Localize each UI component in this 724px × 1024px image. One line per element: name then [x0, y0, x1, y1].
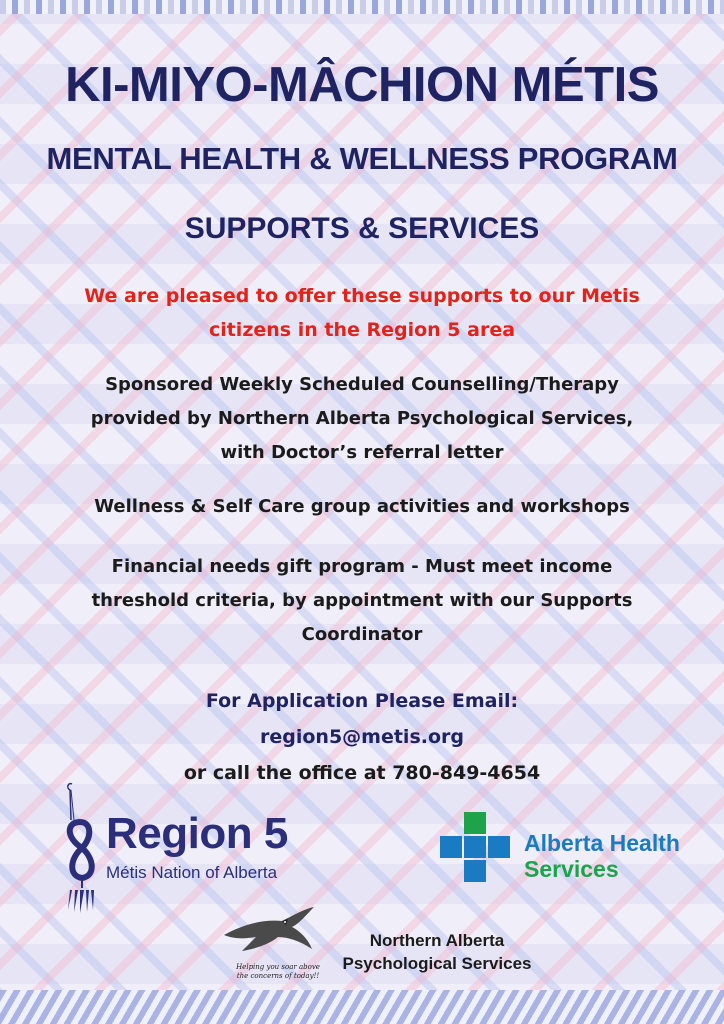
service-line: Financial needs gift program - Must meet income: [111, 556, 613, 577]
application-heading: For Application Please Email:: [205, 690, 519, 712]
region5-logo: [58, 780, 318, 915]
email-address[interactable]: region5@metis.org: [260, 726, 464, 748]
service-line: Sponsored Weekly Scheduled Counselling/Therapy: [105, 374, 619, 395]
eagle-icon: [222, 905, 318, 965]
ahs-name-line1: Alberta Health: [524, 830, 680, 856]
intro-text: [0, 279, 724, 347]
section-heading: SUPPORTS & SERVICES: [184, 212, 540, 245]
intro-line: We are pleased to offer these supports to our Metis: [84, 285, 640, 307]
service-line: with Doctor’s referral letter: [220, 442, 504, 463]
service-line: provided by Northern Alberta Psychological Services,: [90, 408, 634, 429]
naps-tagline-line: Helping you soar above: [236, 963, 320, 971]
poster-title: KI-MIYO-MÂCHION MÉTIS: [65, 58, 659, 112]
service-line: Coordinator: [301, 624, 423, 645]
naps-name-line: Psychological Services: [342, 954, 532, 973]
email-link: [0, 719, 724, 755]
ahs-cross-icon: [440, 812, 512, 882]
naps-logo: [218, 905, 558, 990]
region5-subtitle: Métis Nation of Alberta: [106, 863, 278, 882]
service-wellness: [0, 490, 724, 524]
infinity-fiddle-feather-icon: [58, 780, 110, 915]
naps-name-line: Northern Alberta: [369, 931, 505, 950]
intro-line: citizens in the Region 5 area: [208, 319, 516, 341]
ahs-logo: [440, 812, 700, 882]
phone-line: or call the office at 780-849-4654: [183, 762, 541, 784]
region5-name: Region 5: [106, 809, 288, 858]
ahs-name-line2: Services: [524, 856, 619, 882]
naps-tagline-line: the concerns of today!!: [236, 972, 320, 980]
service-financial: [0, 550, 724, 652]
service-line: Wellness & Self Care group activities and workshops: [94, 496, 630, 517]
service-counselling: [0, 368, 724, 470]
program-subtitle: MENTAL HEALTH & WELLNESS PROGRAM: [46, 141, 678, 176]
service-line: threshold criteria, by appointment with our Supports: [91, 590, 633, 611]
naps-name: [322, 929, 552, 975]
naps-tagline: [232, 963, 324, 981]
